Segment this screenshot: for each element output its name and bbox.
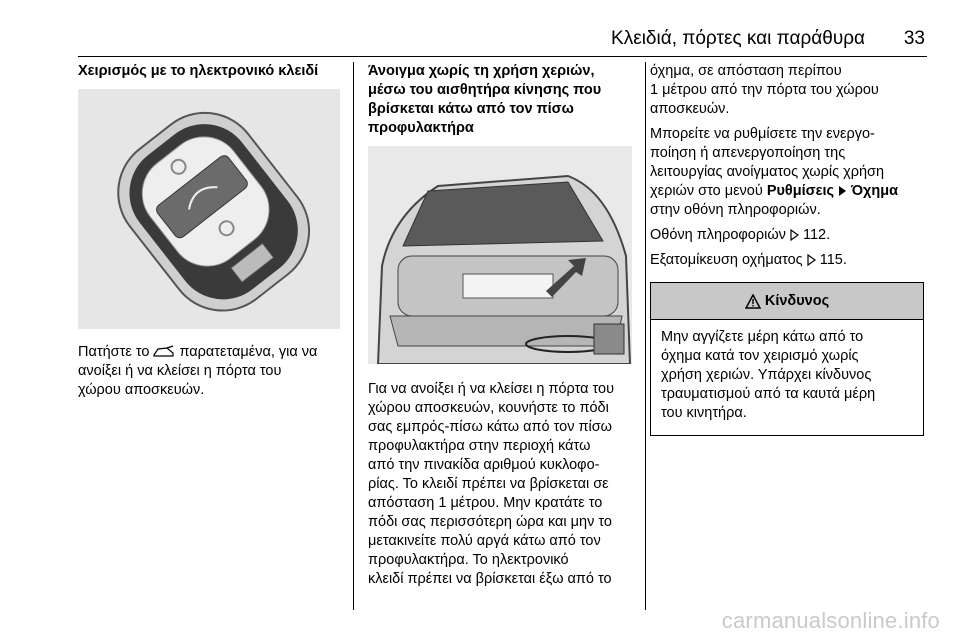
body-text: Μπορείτε να ρυθμίσετε την ενεργο- ποίηση ή απενεργοποίηση της λειτουργίας ανοίγματος χωρίς χρήση χεριών στο μενού Ρυθμίσεις Όχημα στην οθόνη πληροφοριών. (650, 126, 899, 218)
column-2 (368, 62, 634, 589)
danger-text: Μην αγγίζετε μέρη κάτω από το όχημα κατά τον χειρισμό χωρίς χρήση χεριών. Υπάρχει κίνδυνος τραυματισμού από τα καυτά μέρη του κινητήρα. (661, 329, 876, 421)
menu-item-vehicle: Όχημα (851, 183, 899, 199)
column-divider (353, 62, 354, 610)
electronic-key-illustration (78, 89, 340, 329)
car-rear-kick-sensor-illustration (368, 146, 632, 364)
page-number: 33 (903, 28, 925, 49)
column-divider (645, 62, 646, 610)
page-header (78, 26, 927, 57)
page-title: Κλειδιά, πόρτες και παράθυρα (611, 28, 865, 49)
cross-reference: Οθόνη πληροφοριών 112. (650, 227, 831, 243)
car-tailgate-icon (153, 345, 175, 358)
arrow-right-icon (838, 185, 847, 197)
danger-header (651, 283, 923, 320)
danger-box (650, 282, 924, 436)
cross-reference: Εξατομίκευση οχήματος 115. (650, 252, 847, 268)
warning-triangle-icon (745, 294, 761, 309)
instruction-text: Πατήστε το παρατεταμένα, για να ανοίξει ή να κλείσει η πόρτα του χώρου αποσκευών. (78, 344, 318, 398)
column-1 (78, 62, 340, 400)
watermark: carmanualsonline.info (721, 608, 940, 633)
body-text: Για να ανοίξει ή να κλείσει η πόρτα του χώρου αποσκευών, κουνήστε το πόδι σας εμπρός-πίσω κάτω από τον πίσω προφυλακτήρα στην περιοχή κάτω από την πινακίδα αριθμού κυκλοφο- ρίας. Το κλειδί πρέπει να βρίσκεται σε απόσταση 1 μέτρου. Μην κρατάτε το πόδι σας περισσότερη ώρα και μην το μετακινείτε πολύ αργά κάτω από τον προφυλακτήρα. Το ηλεκτρονικό κλειδί πρέπει να βρίσκεται έξω από το (368, 381, 615, 587)
menu-item-settings: Ρυθμίσεις (766, 183, 835, 199)
column-3 (650, 62, 926, 436)
danger-title: Κίνδυνος (764, 292, 830, 309)
page-reference-icon (807, 254, 816, 266)
section-heading: Άνοιγμα χωρίς τη χρήση χεριών, μέσω του αισθητήρα κίνησης που βρίσκεται κάτω από τον πίσω προφυλακτήρα (368, 63, 602, 136)
section-heading: Χειρισμός με το ηλεκτρονικό κλειδί (78, 63, 319, 79)
body-text: όχημα, σε απόσταση περίπου 1 μέτρου από την πόρτα του χώρου αποσκευών. (650, 63, 879, 117)
page-reference-icon (790, 229, 799, 241)
